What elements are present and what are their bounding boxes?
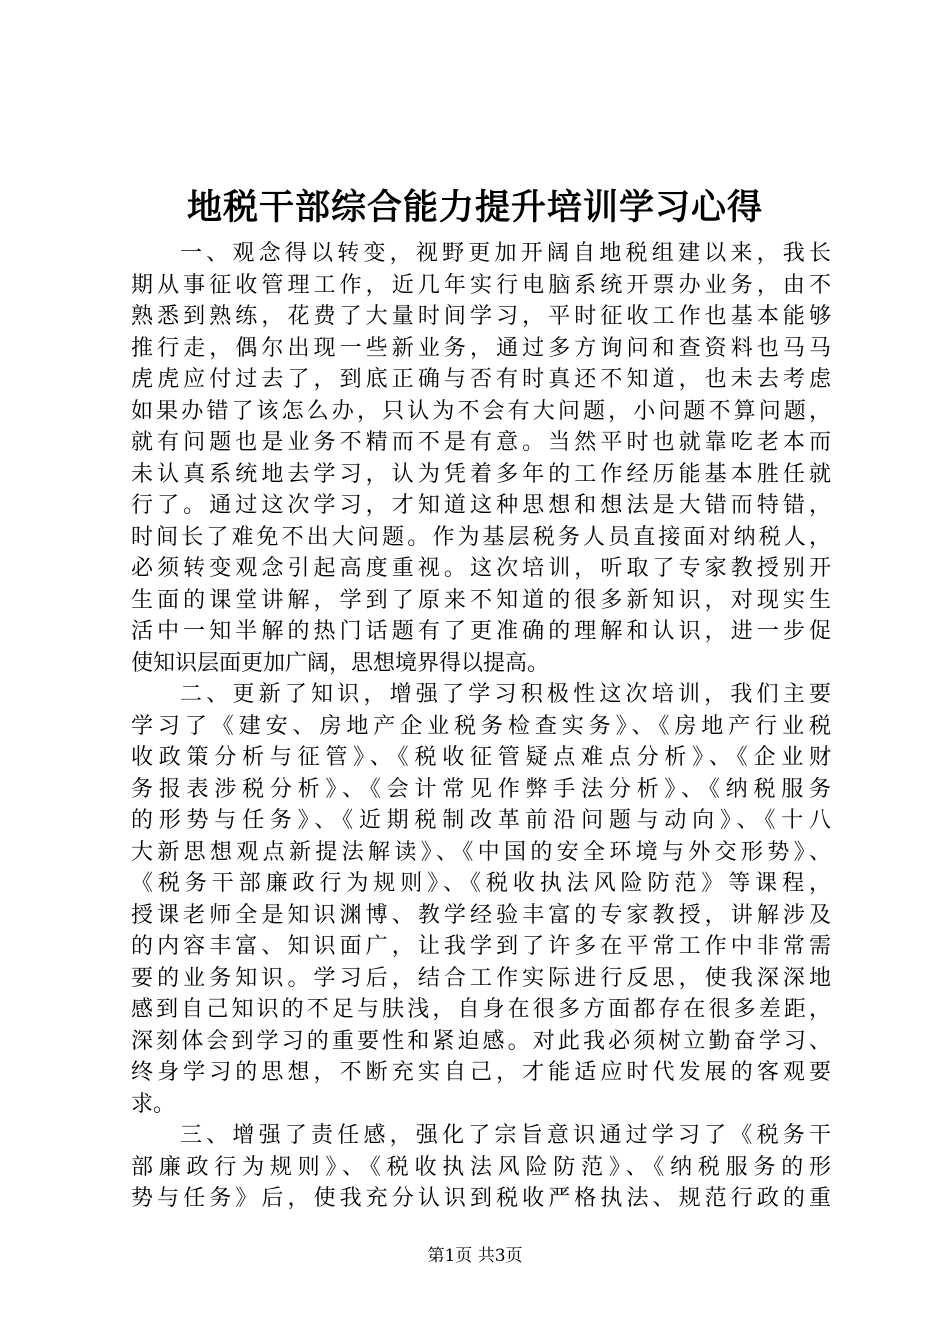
paragraph-1-line: 虎虎应付过去了，到底正确与否有时真还不知道，也未去考虑 (131, 367, 831, 392)
paragraph-2-line: 二、更新了知识，增强了学习积极性这次培训，我们主要 (180, 682, 831, 707)
paragraph-3-line: 势与任务》后，使我充分认识到税收严格执法、规范行政的重 (131, 1186, 831, 1211)
paragraph-2-line: 《税务干部廉政行为规则》、《税收执法风险防范》等课程， (131, 871, 831, 896)
paragraph-2-line: 终身学习的思想，不断充实自己，才能适应时代发展的客观要 (131, 1060, 831, 1085)
paragraph-1-line: 必须转变观念引起高度重视。这次培训，听取了专家教授别开 (131, 556, 831, 581)
paragraph-3-line: 部廉政行为规则》、《税收执法风险防范》、《纳税服务的形 (131, 1154, 831, 1180)
paragraph-2-line: 求。 (131, 1091, 176, 1117)
paragraph-2-line: 感到自己知识的不足与肤浅，自身在很多方面都存在很多差距， (131, 997, 831, 1022)
paragraph-1-line: 推行走，偶尔出现一些新业务，通过多方询问和查资料也马马 (131, 335, 831, 361)
paragraph-1-line: 就有问题也是业务不精而不是有意。当然平时也就靠吃老本而 (131, 430, 831, 455)
paragraph-1-line: 未认真系统地去学习，认为凭着多年的工作经历能基本胜任就 (131, 461, 831, 487)
paragraph-2-line: 务报表涉税分析》、《会计常见作弊手法分析》、《纳税服务 (131, 776, 831, 802)
paragraph-1-line: 期从事征收管理工作，近几年实行电脑系统开票办业务，由不 (131, 272, 831, 298)
paragraph-1-line: 如果办错了该怎么办，只认为不会有大问题，小问题不算问题， (131, 398, 831, 424)
paragraph-2-line: 要的业务知识。学习后，结合工作实际进行反思，使我深深地 (131, 965, 831, 991)
page-number-footer: 第1页 共3页 (427, 1246, 523, 1266)
paragraph-2-line: 深刻体会到学习的重要性和紧迫感。对此我必须树立勤奋学习、 (131, 1028, 831, 1054)
paragraph-1-line: 时间长了难免不出大问题。作为基层税务人员直接面对纳税人， (131, 524, 831, 550)
paragraph-2-line: 收政策分析与征管》、《税收征管疑点难点分析》、《企业财 (131, 745, 831, 770)
paragraph-2-line: 学习了《建安、房地产企业税务检查实务》、《房地产行业税 (131, 713, 831, 739)
paragraph-2-line: 大新思想观点新提法解读》、《中国的安全环境与外交形势》、 (131, 839, 831, 865)
document-title: 地税干部综合能力提升培训学习心得 (186, 187, 763, 228)
paragraph-1-line: 一、观念得以转变，视野更加开阔自地税组建以来，我长 (180, 241, 831, 266)
paragraph-2-line: 授课老师全是知识渊博、教学经验丰富的专家教授，讲解涉及 (131, 902, 831, 928)
paragraph-1-line: 行了。通过这次学习，才知道这种思想和想法是大错而特错， (131, 493, 831, 518)
document-body (131, 238, 831, 1215)
paragraph-1-line: 生面的课堂讲解，学到了原来不知道的很多新知识，对现实生 (131, 587, 831, 613)
paragraph-1-line: 熟悉到熟练，花费了大量时间学习，平时征收工作也基本能够 (131, 304, 831, 329)
paragraph-1-line: 使知识层面更加广阔，思想境界得以提高。 (131, 650, 550, 676)
paragraph-2-line: 的内容丰富、知识面广，让我学到了许多在平常工作中非常需 (131, 934, 831, 959)
paragraph-2-line: 的形势与任务》、《近期税制改革前沿问题与动向》、《十八 (131, 808, 831, 833)
paragraph-3-line: 三、增强了责任感，强化了宗旨意识通过学习了《税务干 (180, 1123, 831, 1148)
paragraph-1-line: 活中一知半解的热门话题有了更准确的理解和认识，进一步促 (131, 619, 831, 644)
